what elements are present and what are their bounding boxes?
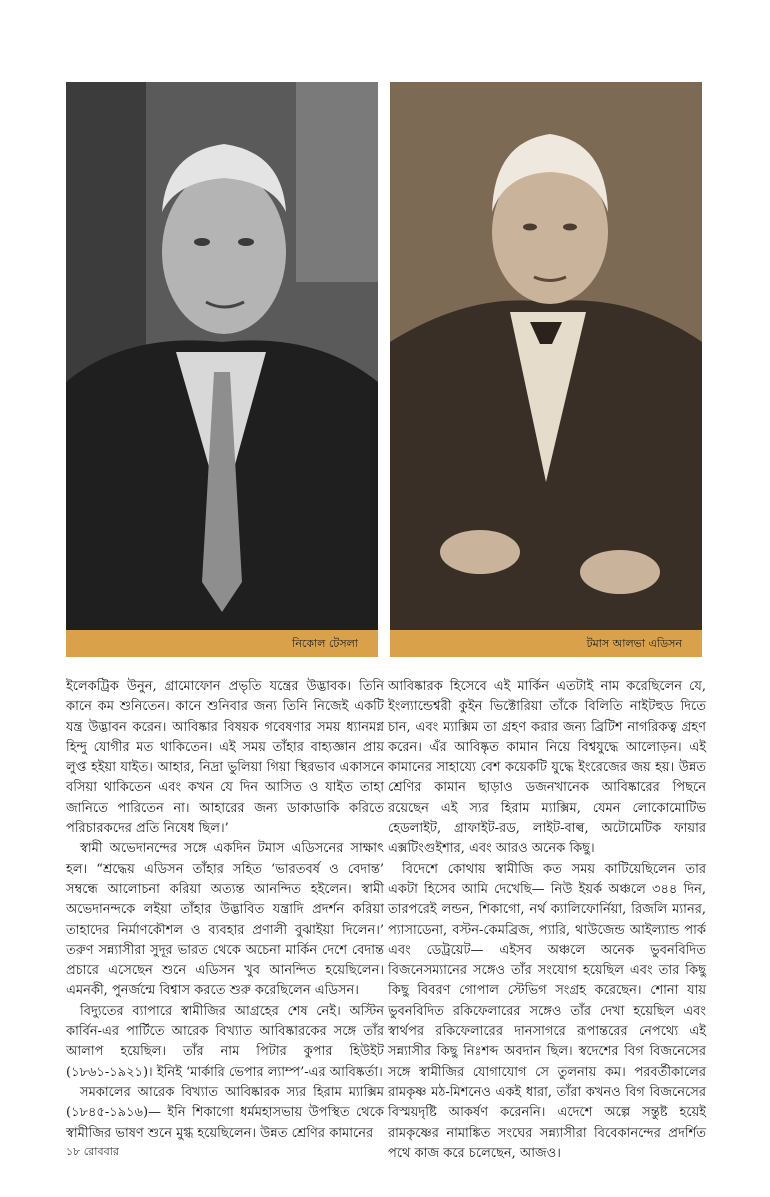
paragraph: ইলেকট্রিক উনুন, গ্রামোফোন প্রভৃতি যন্ত্রের উদ্ভাবক। তিনি কানে কম শুনিতেন। কানে শুনিবার জন্য তিনি নিজেই একটি যন্ত্র উদ্ভাবন করেন। আবিষ্কার বিষয়ক গবেষণার সময় ধ্যানমগ্ন হিন্দু যোগীর মত থাকিতেন। এই সময় তাঁহার বাহ্যজ্ঞান প্রায় লুপ্ত হইয়া যাইত। আহার, নিদ্রা ভুলিয়া গিয়া স্থিরভাব একাসনে বসিয়া থাকিতেন এবং কখন যে দিন আসিত ও যাইত তাহা জানিতে পারিতেন না। আহারের জন্য ডাকাডাকি করিতে পরিচারকদের প্রতি নিষেধ ছিল।’ <box>66 679 384 837</box>
photo-tesla <box>66 82 378 630</box>
paragraph: স্বামী অভেদানন্দের সঙ্গে একদিন টমাস এডিসনের সাক্ষাৎ হল। “শ্রদ্ধেয় এডিসন তাঁহার সহিত ‘ভারতবর্ষ ও বেদান্ত’ সম্বন্ধে আলোচনা করিয়া অত্যন্ত আনন্দিত হইলেন। স্বামী অভেদানন্দকে লইয়া তাঁহার উদ্ভাবিত যন্ত্রাদি প্রদর্শন করিয়া তাহাদের নির্মাণকৌশল ও ব্যবহার প্রণালী বুঝাইয়া দিলেন।’ তরুণ সন্ন্যাসীরা সুদূর ভারত থেকে অচেনা মার্কিন দেশে বেদান্ত প্রচারে এসেছেন শুনে এডিসন খুব আনন্দিত হয়েছিলেন। এমনকী, পুনর্জন্মে বিশ্বাস করতে শুরু করেছিলেন এডিসন। <box>66 841 384 999</box>
tesla-portrait-illustration <box>66 82 378 630</box>
paragraph: আবিষ্কারক হিসেবে এই মার্কিন এতটাই নাম করেছিলেন যে, ইংল্যান্ডেশ্বরী কুইন ভিক্টোরিয়া তাঁকে বিলিতি নাইটহুড দিতে চান, এবং ম্যাক্সিম তা গ্রহণ করার জন্য ব্রিটিশ নাগরিকত্ব গ্রহণ করেন। এঁর আবিষ্কৃত কামান নিয়ে বিশ্বযুদ্ধে আলোড়ন। এই কামানের সাহায্যে বেশ কয়েকটি যুদ্ধে ইংরেজের জয় হয়। উন্নত শ্রেণির কামান ছাড়াও ডজনখানেক আবিষ্কারের পিছনে রয়েছেন এই স্যর হিরাম ম্যাক্সিম, যেমন লোকোমোটিভ হেডলাইট, গ্রাফাইট-রড, লাইট-বাল্ব, অটোমেটিক ফায়ার এক্সটিংগুইশার, এবং আরও অনেক কিছু। <box>388 679 706 857</box>
page-folio: ১৮ রোববার <box>66 1145 119 1158</box>
article-column-left <box>66 677 384 1144</box>
paragraph: বিদ্যুতের ব্যাপারে স্বামীজির আগ্রহের শেষ নেই। অস্টিন কার্বিন-এর পার্টিতে আরেক বিখ্যাত আবিষ্কারকের সঙ্গে তাঁর আলাপ হয়েছিল। তাঁর নাম পিটার কুপার হিউইট (১৮৬১-১৯২১)। ইনিই ‘মার্কারি ভেপার ল্যাম্প’-এর আবিষ্কর্তা। <box>66 1003 384 1080</box>
article-column-right <box>388 677 706 1164</box>
paragraph: সমকালের আরেক বিখ্যাত আবিষ্কারক স্যর হিরাম ম্যাক্সিম (১৮৪৫-১৯১৬)— ইনি শিকাগো ধর্মমহাসভায় উপস্থিত থেকে স্বামীজির ভাষণ শুনে মুগ্ধ হয়েছিলেন। উন্নত শ্রেণির কামানের <box>66 1084 384 1141</box>
photo-edison <box>390 82 702 630</box>
photo-caption-edison: টমাস আলভা এডিসন <box>390 630 702 657</box>
paragraph: বিদেশে কোথায় স্বামীজি কত সময় কাটিয়েছিলেন তার একটা হিসেব আমি দেখেছি— নিউ ইয়র্ক অঞ্চলে ৩৪৪ দিন, তারপরেই লন্ডন, শিকাগো, নর্থ ক্যালিফোর্নিয়া, রিজলি ম্যানর, প্যাসাডেনা, বস্টন-কেমব্রিজ, প্যারি, থাউজেন্ড আইল্যান্ড পার্ক এবং ডেট্রয়েট— এইসব অঞ্চলে অনেক ভুবনবিদিত বিজনেসম্যানের সঙ্গেও তাঁর সংযোগ হয়েছিল এবং তার কিছু কিছু বিবরণ গোপাল স্টেভিগ সংগ্রহ করেছেন। শোনা যায় ভুবনবিদিত রকিফেলারের সঙ্গেও তাঁর দেখা হয়েছিল এবং স্বার্থপর রকিফেলারের দানসাগরে রূপান্তরের নেপথ্যে এই সন্ন্যাসীর কিছু নিঃশব্দ অবদান ছিল। স্বদেশের বিগ বিজনেসের সঙ্গে স্বামীজির যোগাযোগ সে তুলনায় কম। পরবর্তীকালের রামকৃষ্ণ মঠ-মিশনেও একই ধারা, তাঁরা কখনও বিগ বিজনেসের বিস্ময়দৃষ্টি আকর্ষণ করেননি। এদেশে অল্পে সন্তুষ্ট হয়েই রামকৃষ্ণের নামাঙ্কিত সংঘের সন্ন্যাসীরা বিবেকানন্দের প্রদর্শিত পথে কাজ করে চলেছেন, আজও। <box>388 861 706 1161</box>
edison-portrait-illustration <box>390 82 702 630</box>
photo-caption-tesla: নিকোল টেসলা <box>66 630 378 657</box>
